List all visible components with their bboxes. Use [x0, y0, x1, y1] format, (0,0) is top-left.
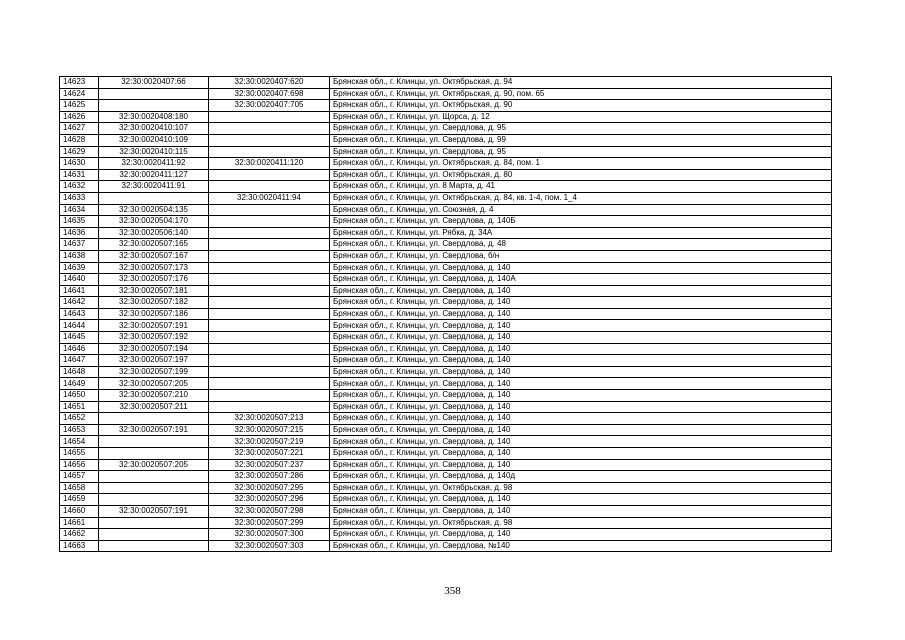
object-cadastral-number-cell: 32:30:0020407:698 — [209, 88, 330, 100]
address-cell: Брянская обл., г. Клинцы, ул. Свердлова, д. 140 — [330, 413, 832, 425]
row-number-cell: 14652 — [60, 413, 99, 425]
row-number-cell: 14663 — [60, 540, 99, 552]
page-number: 358 — [444, 585, 461, 597]
object-cadastral-number-cell: 32:30:0020411:94 — [209, 192, 330, 204]
cadastral-number-cell: 32:30:0020507:210 — [99, 390, 209, 402]
table-row — [60, 216, 832, 228]
object-cadastral-number-cell — [209, 297, 330, 309]
table-row — [60, 227, 832, 239]
address-cell: Брянская обл., г. Клинцы, ул. Октябрьская, д. 90 — [330, 100, 832, 112]
row-number-cell: 14645 — [60, 332, 99, 344]
row-number-cell: 14640 — [60, 274, 99, 286]
object-cadastral-number-cell: 32:30:0020507:213 — [209, 413, 330, 425]
cadastral-number-cell: 32:30:0020507:192 — [99, 332, 209, 344]
table-row — [60, 250, 832, 262]
address-cell: Брянская обл., г. Клинцы, ул. Свердлова, д. 140 — [330, 390, 832, 402]
table-row — [60, 401, 832, 413]
cadastral-number-cell — [99, 517, 209, 529]
row-number-cell: 14662 — [60, 529, 99, 541]
row-number-cell: 14647 — [60, 355, 99, 367]
table-row — [60, 134, 832, 146]
address-cell: Брянская обл., г. Клинцы, ул. Октябрьская, д. 98 — [330, 482, 832, 494]
cadastral-number-cell: 32:30:0020507:211 — [99, 401, 209, 413]
table-row — [60, 332, 832, 344]
object-cadastral-number-cell — [209, 355, 330, 367]
address-cell: Брянская обл., г. Клинцы, ул. Свердлова, д. 48 — [330, 239, 832, 251]
cadastral-number-cell: 32:30:0020507:186 — [99, 308, 209, 320]
row-number-cell: 14650 — [60, 390, 99, 402]
object-cadastral-number-cell: 32:30:0020507:303 — [209, 540, 330, 552]
row-number-cell: 14658 — [60, 482, 99, 494]
address-cell: Брянская обл., г. Клинцы, ул. Свердлова, д. 140 — [330, 343, 832, 355]
address-cell: Брянская обл., г. Клинцы, ул. Свердлова, д. 140 — [330, 320, 832, 332]
cadastral-number-cell: 32:30:0020507:205 — [99, 459, 209, 471]
cadastral-number-cell: 32:30:0020507:191 — [99, 424, 209, 436]
object-cadastral-number-cell — [209, 239, 330, 251]
row-number-cell: 14637 — [60, 239, 99, 251]
address-cell: Брянская обл., г. Клинцы, ул. Свердлова, д. 140 — [330, 459, 832, 471]
cadastral-number-cell: 32:30:0020507:173 — [99, 262, 209, 274]
row-number-cell: 14630 — [60, 158, 99, 170]
row-number-cell: 14659 — [60, 494, 99, 506]
table-row — [60, 285, 832, 297]
table-row — [60, 436, 832, 448]
table-row — [60, 100, 832, 112]
object-cadastral-number-cell — [209, 332, 330, 344]
object-cadastral-number-cell: 32:30:0020507:296 — [209, 494, 330, 506]
object-cadastral-number-cell — [209, 250, 330, 262]
address-cell: Брянская обл., г. Клинцы, ул. Свердлова, д. 140 — [330, 494, 832, 506]
table-row — [60, 448, 832, 460]
table-row — [60, 471, 832, 483]
table-row — [60, 204, 832, 216]
cadastral-number-cell: 32:30:0020411:92 — [99, 158, 209, 170]
object-cadastral-number-cell: 32:30:0020507:215 — [209, 424, 330, 436]
address-cell: Брянская обл., г. Клинцы, ул. Свердлова, д. 140Б — [330, 216, 832, 228]
table-row — [60, 459, 832, 471]
address-cell: Брянская обл., г. Клинцы, ул. Свердлова, д. 140 — [330, 529, 832, 541]
address-cell: Брянская обл., г. Клинцы, ул. Свердлова, д. 140 — [330, 285, 832, 297]
object-cadastral-number-cell: 32:30:0020507:221 — [209, 448, 330, 460]
cadastral-number-cell: 32:30:0020504:170 — [99, 216, 209, 228]
table-row — [60, 158, 832, 170]
cadastral-number-cell — [99, 494, 209, 506]
table-row — [60, 192, 832, 204]
row-number-cell: 14633 — [60, 192, 99, 204]
address-cell: Брянская обл., г. Клинцы, ул. Октябрьская, д. 84, пом. 1 — [330, 158, 832, 170]
address-cell: Брянская обл., г. Клинцы, ул. Свердлова, д. 95 — [330, 146, 832, 158]
row-number-cell: 14629 — [60, 146, 99, 158]
object-cadastral-number-cell — [209, 123, 330, 135]
row-number-cell: 14657 — [60, 471, 99, 483]
table-row — [60, 262, 832, 274]
object-cadastral-number-cell: 32:30:0020507:219 — [209, 436, 330, 448]
table-row — [60, 413, 832, 425]
row-number-cell: 14627 — [60, 123, 99, 135]
cadastral-number-cell — [99, 448, 209, 460]
row-number-cell: 14626 — [60, 111, 99, 123]
object-cadastral-number-cell — [209, 262, 330, 274]
cadastral-number-cell: 32:30:0020407:66 — [99, 77, 209, 89]
address-cell: Брянская обл., г. Клинцы, ул. 8 Марта, д. 41 — [330, 181, 832, 193]
table-row — [60, 366, 832, 378]
cadastral-number-cell — [99, 192, 209, 204]
table-row — [60, 146, 832, 158]
cadastral-number-cell: 32:30:0020507:194 — [99, 343, 209, 355]
table-row — [60, 320, 832, 332]
table-row — [60, 390, 832, 402]
row-number-cell: 14638 — [60, 250, 99, 262]
address-cell: Брянская обл., г. Клинцы, ул. Свердлова, д. 140 — [330, 308, 832, 320]
table-row — [60, 517, 832, 529]
object-cadastral-number-cell: 32:30:0020407:705 — [209, 100, 330, 112]
object-cadastral-number-cell — [209, 216, 330, 228]
row-number-cell: 14636 — [60, 227, 99, 239]
row-number-cell: 14632 — [60, 181, 99, 193]
address-cell: Брянская обл., г. Клинцы, ул. Октябрьская, д. 80 — [330, 169, 832, 181]
cadastral-number-cell: 32:30:0020411:91 — [99, 181, 209, 193]
registry-table — [59, 76, 832, 552]
object-cadastral-number-cell — [209, 169, 330, 181]
cadastral-number-cell: 32:30:0020507:205 — [99, 378, 209, 390]
row-number-cell: 14623 — [60, 77, 99, 89]
table-row — [60, 111, 832, 123]
object-cadastral-number-cell — [209, 204, 330, 216]
address-cell: Брянская обл., г. Клинцы, ул. Октябрьская, д. 94 — [330, 77, 832, 89]
cadastral-number-cell: 32:30:0020504:135 — [99, 204, 209, 216]
cadastral-number-cell — [99, 529, 209, 541]
address-cell: Брянская обл., г. Клинцы, ул. Рябка, д. 34А — [330, 227, 832, 239]
object-cadastral-number-cell: 32:30:0020507:298 — [209, 505, 330, 517]
address-cell: Брянская обл., г. Клинцы, ул. Свердлова, д. 140 — [330, 448, 832, 460]
table-row — [60, 343, 832, 355]
row-number-cell: 14643 — [60, 308, 99, 320]
cadastral-number-cell: 32:30:0020507:197 — [99, 355, 209, 367]
cadastral-number-cell: 32:30:0020410:107 — [99, 123, 209, 135]
address-cell: Брянская обл., г. Клинцы, ул. Свердлова, д. 140 — [330, 366, 832, 378]
row-number-cell: 14648 — [60, 366, 99, 378]
object-cadastral-number-cell — [209, 227, 330, 239]
cadastral-number-cell: 32:30:0020507:191 — [99, 320, 209, 332]
table-row — [60, 424, 832, 436]
table-row — [60, 297, 832, 309]
table-row — [60, 494, 832, 506]
table-row — [60, 355, 832, 367]
address-cell: Брянская обл., г. Клинцы, ул. Свердлова, д. 140 — [330, 297, 832, 309]
cadastral-number-cell — [99, 413, 209, 425]
registry-table-body — [60, 77, 832, 552]
row-number-cell: 14644 — [60, 320, 99, 332]
cadastral-number-cell: 32:30:0020506:140 — [99, 227, 209, 239]
row-number-cell: 14642 — [60, 297, 99, 309]
address-cell: Брянская обл., г. Клинцы, ул. Щорса, д. 12 — [330, 111, 832, 123]
row-number-cell: 14651 — [60, 401, 99, 413]
row-number-cell: 14656 — [60, 459, 99, 471]
cadastral-number-cell: 32:30:0020507:191 — [99, 505, 209, 517]
row-number-cell: 14649 — [60, 378, 99, 390]
cadastral-number-cell: 32:30:0020410:115 — [99, 146, 209, 158]
address-cell: Брянская обл., г. Клинцы, ул. Свердлова, д. 140 — [330, 505, 832, 517]
object-cadastral-number-cell — [209, 146, 330, 158]
cadastral-number-cell — [99, 540, 209, 552]
table-row — [60, 123, 832, 135]
cadastral-number-cell: 32:30:0020408:180 — [99, 111, 209, 123]
table-row — [60, 181, 832, 193]
row-number-cell: 14661 — [60, 517, 99, 529]
address-cell: Брянская обл., г. Клинцы, ул. Свердлова, б/н — [330, 250, 832, 262]
table-row — [60, 505, 832, 517]
row-number-cell: 14660 — [60, 505, 99, 517]
address-cell: Брянская обл., г. Клинцы, ул. Свердлова, №140 — [330, 540, 832, 552]
object-cadastral-number-cell: 32:30:0020507:299 — [209, 517, 330, 529]
row-number-cell: 14655 — [60, 448, 99, 460]
row-number-cell: 14624 — [60, 88, 99, 100]
row-number-cell: 14641 — [60, 285, 99, 297]
row-number-cell: 14628 — [60, 134, 99, 146]
cadastral-number-cell: 32:30:0020507:199 — [99, 366, 209, 378]
cadastral-number-cell: 32:30:0020507:181 — [99, 285, 209, 297]
table-row — [60, 482, 832, 494]
address-cell: Брянская обл., г. Клинцы, ул. Свердлова, д. 140 — [330, 424, 832, 436]
address-cell: Брянская обл., г. Клинцы, ул. Свердлова, д. 99 — [330, 134, 832, 146]
cadastral-number-cell: 32:30:0020507:176 — [99, 274, 209, 286]
address-cell: Брянская обл., г. Клинцы, ул. Свердлова, д. 140А — [330, 274, 832, 286]
cadastral-number-cell — [99, 88, 209, 100]
object-cadastral-number-cell: 32:30:0020507:286 — [209, 471, 330, 483]
object-cadastral-number-cell — [209, 378, 330, 390]
cadastral-number-cell: 32:30:0020507:165 — [99, 239, 209, 251]
object-cadastral-number-cell: 32:30:0020507:237 — [209, 459, 330, 471]
object-cadastral-number-cell: 32:30:0020507:300 — [209, 529, 330, 541]
table-row — [60, 88, 832, 100]
table-row — [60, 169, 832, 181]
cadastral-number-cell — [99, 100, 209, 112]
row-number-cell: 14646 — [60, 343, 99, 355]
row-number-cell: 14635 — [60, 216, 99, 228]
object-cadastral-number-cell — [209, 343, 330, 355]
address-cell: Брянская обл., г. Клинцы, ул. Свердлова, д. 140 — [330, 436, 832, 448]
object-cadastral-number-cell — [209, 390, 330, 402]
table-row — [60, 308, 832, 320]
address-cell: Брянская обл., г. Клинцы, ул. Свердлова, д. 95 — [330, 123, 832, 135]
address-cell: Брянская обл., г. Клинцы, ул. Свердлова, д. 140 — [330, 262, 832, 274]
cadastral-number-cell: 32:30:0020507:182 — [99, 297, 209, 309]
address-cell: Брянская обл., г. Клинцы, ул. Октябрьская, д. 90, пом. 65 — [330, 88, 832, 100]
object-cadastral-number-cell: 32:30:0020407:620 — [209, 77, 330, 89]
address-cell: Брянская обл., г. Клинцы, ул. Октябрьская, д. 98 — [330, 517, 832, 529]
address-cell: Брянская обл., г. Клинцы, ул. Свердлова, д. 140 — [330, 378, 832, 390]
object-cadastral-number-cell — [209, 274, 330, 286]
table-row — [60, 239, 832, 251]
table-row — [60, 529, 832, 541]
object-cadastral-number-cell — [209, 181, 330, 193]
object-cadastral-number-cell — [209, 320, 330, 332]
object-cadastral-number-cell — [209, 134, 330, 146]
object-cadastral-number-cell: 32:30:0020507:295 — [209, 482, 330, 494]
object-cadastral-number-cell — [209, 401, 330, 413]
cadastral-number-cell: 32:30:0020410:109 — [99, 134, 209, 146]
object-cadastral-number-cell — [209, 308, 330, 320]
row-number-cell: 14634 — [60, 204, 99, 216]
object-cadastral-number-cell — [209, 111, 330, 123]
cadastral-number-cell — [99, 471, 209, 483]
object-cadastral-number-cell — [209, 285, 330, 297]
table-row — [60, 77, 832, 89]
address-cell: Брянская обл., г. Клинцы, ул. Свердлова, д. 140 — [330, 332, 832, 344]
cadastral-number-cell: 32:30:0020411:127 — [99, 169, 209, 181]
row-number-cell: 14653 — [60, 424, 99, 436]
address-cell: Брянская обл., г. Клинцы, ул. Союзная, д. 4 — [330, 204, 832, 216]
address-cell: Брянская обл., г. Клинцы, ул. Свердлова, д. 140д — [330, 471, 832, 483]
table-row — [60, 274, 832, 286]
address-cell: Брянская обл., г. Клинцы, ул. Свердлова, д. 140 — [330, 355, 832, 367]
cadastral-number-cell — [99, 436, 209, 448]
object-cadastral-number-cell — [209, 366, 330, 378]
address-cell: Брянская обл., г. Клинцы, ул. Октябрьская, д. 84, кв. 1-4, пом. 1_4 — [330, 192, 832, 204]
cadastral-number-cell: 32:30:0020507:167 — [99, 250, 209, 262]
row-number-cell: 14625 — [60, 100, 99, 112]
object-cadastral-number-cell: 32:30:0020411:120 — [209, 158, 330, 170]
row-number-cell: 14639 — [60, 262, 99, 274]
cadastral-number-cell — [99, 482, 209, 494]
row-number-cell: 14631 — [60, 169, 99, 181]
table-row — [60, 378, 832, 390]
table-row — [60, 540, 832, 552]
address-cell: Брянская обл., г. Клинцы, ул. Свердлова, д. 140 — [330, 401, 832, 413]
row-number-cell: 14654 — [60, 436, 99, 448]
